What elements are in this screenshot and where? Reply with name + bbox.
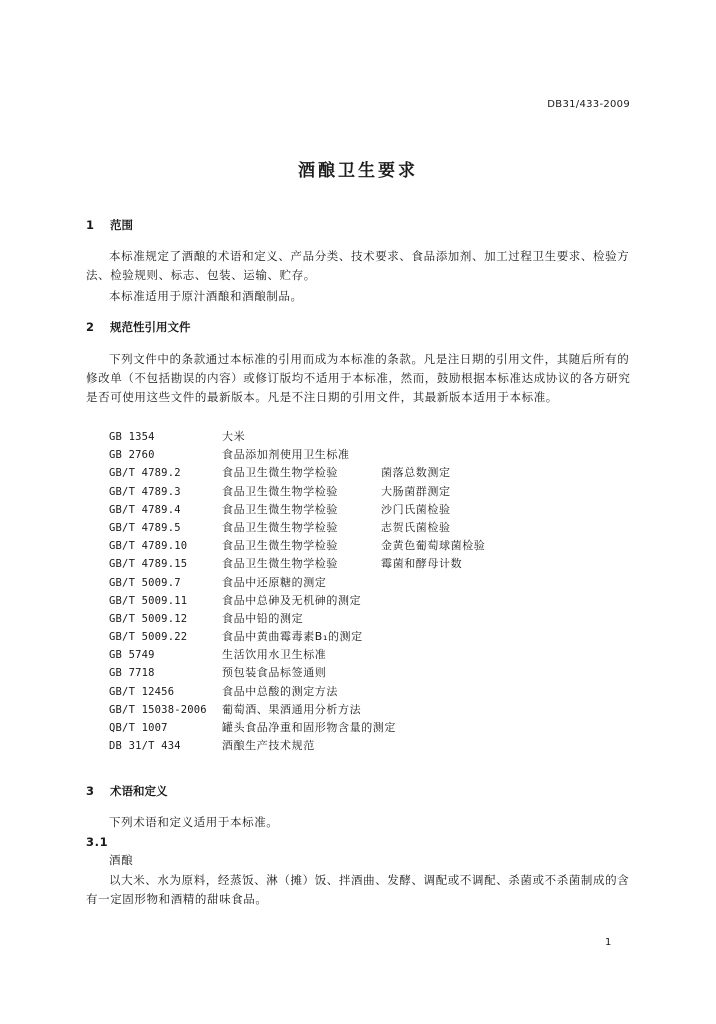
- scope-paragraph: 本标准规定了酒酿的术语和定义、产品分类、技术要求、食品添加剂、加工过程卫生要求、检验方法、检验规则、标志、包装、运输、贮存。: [86, 249, 630, 282]
- reference-code: DB 31/T 434: [109, 740, 181, 753]
- reference-subtitle: 金黄色葡萄球菌检验: [381, 539, 486, 553]
- reference-code: GB 2760: [109, 449, 155, 462]
- section-title: 范围: [110, 218, 133, 232]
- document-code: DB31/433-2009: [547, 99, 630, 110]
- scope-applicability: 本标准适用于原汁酒酿和酒酿制品。: [109, 289, 303, 303]
- reference-code: GB 7718: [109, 667, 155, 680]
- reference-name: 生活饮用水卫生标准: [222, 648, 327, 662]
- reference-code: GB/T 4789.3: [109, 485, 181, 498]
- reference-code: GB/T 12456: [109, 685, 175, 698]
- term-definition: 以大米、水为原料，经蒸饭、淋（摊）饭、拌酒曲、发酵、调配或不调配、杀菌或不杀菌制成的含有一定固形物和酒精的甜味食品。: [86, 873, 630, 906]
- reference-code: GB 1354: [109, 431, 155, 443]
- reference-code: GB/T 4789.2: [109, 467, 181, 480]
- section-number: 3: [86, 784, 95, 798]
- reference-name: 食品添加剂使用卫生标准: [222, 448, 350, 462]
- page-number: 1: [605, 937, 612, 948]
- reference-code: GB/T 5009.7: [109, 576, 181, 589]
- references-intro: 下列文件中的条款通过本标准的引用而成为本标准的条款。凡是注日期的引用文件，其随后所有的修改单（不包括勘误的内容）或修订版均不适用于本标准，然而，鼓励根据本标准达成协议的各方研究是否可使用这些文件的最新版本。凡是不注日期的引用文件，其最新版本适用于本标准。: [86, 352, 631, 404]
- reference-name: 预包装食品标签通则: [222, 666, 327, 680]
- reference-name: 食品卫生微生物学检验: [222, 520, 338, 534]
- document-title: 酒酿卫生要求: [298, 161, 418, 181]
- reference-name: 食品中还原糖的测定: [222, 575, 327, 589]
- reference-code: GB/T 15038-2006: [109, 703, 207, 716]
- reference-subtitle: 志贺氏菌检验: [381, 520, 451, 534]
- reference-name: 食品中总酸的测定方法: [222, 684, 338, 698]
- reference-name: 食品卫生微生物学检验: [222, 539, 338, 553]
- reference-name: 食品卫生微生物学检验: [222, 484, 338, 498]
- reference-subtitle: 霉菌和酵母计数: [381, 557, 463, 571]
- term-name: 酒酿: [109, 853, 134, 867]
- reference-name: 罐头食品净重和固形物含量的测定: [222, 721, 396, 734]
- reference-name: 大米: [222, 430, 246, 443]
- section-number: 1: [86, 218, 95, 232]
- reference-name: 食品卫生微生物学检验: [222, 557, 338, 571]
- reference-code: GB/T 5009.11: [109, 594, 188, 607]
- reference-name: 食品中铅的测定: [222, 611, 304, 625]
- reference-code: GB/T 4789.5: [109, 521, 181, 534]
- term-number: 3.1: [86, 835, 109, 849]
- reference-name: 酒酿生产技术规范: [222, 739, 315, 753]
- reference-code: GB/T 4789.15: [109, 558, 188, 571]
- reference-code: GB 5749: [109, 649, 155, 662]
- section-title: 规范性引用文件: [110, 320, 191, 334]
- reference-code: GB/T 5009.12: [109, 612, 188, 625]
- reference-name: 食品卫生微生物学检验: [222, 466, 338, 480]
- reference-name: 食品中总砷及无机砷的测定: [222, 593, 362, 607]
- section-2-heading: [86, 319, 191, 335]
- reference-name: 食品卫生微生物学检验: [222, 502, 338, 516]
- section-number: 2: [86, 320, 95, 334]
- reference-subtitle: 大肠菌群测定: [381, 484, 451, 498]
- reference-name: 食品中黄曲霉毒素B₁的测定: [222, 630, 363, 644]
- section-title: 术语和定义: [110, 784, 168, 798]
- reference-code: QB/T 1007: [109, 722, 168, 734]
- reference-name: 葡萄酒、果酒通用分析方法: [222, 702, 362, 716]
- reference-subtitle: 沙门氏菌检验: [381, 502, 451, 516]
- terms-intro: 下列术语和定义适用于本标准。: [109, 815, 279, 829]
- reference-code: GB/T 5009.22: [109, 631, 188, 644]
- section-1-heading: [86, 217, 133, 233]
- reference-code: GB/T 4789.4: [109, 503, 181, 516]
- reference-code: GB/T 4789.10: [109, 540, 188, 553]
- reference-subtitle: 菌落总数测定: [381, 466, 451, 480]
- section-3-heading: [86, 783, 168, 799]
